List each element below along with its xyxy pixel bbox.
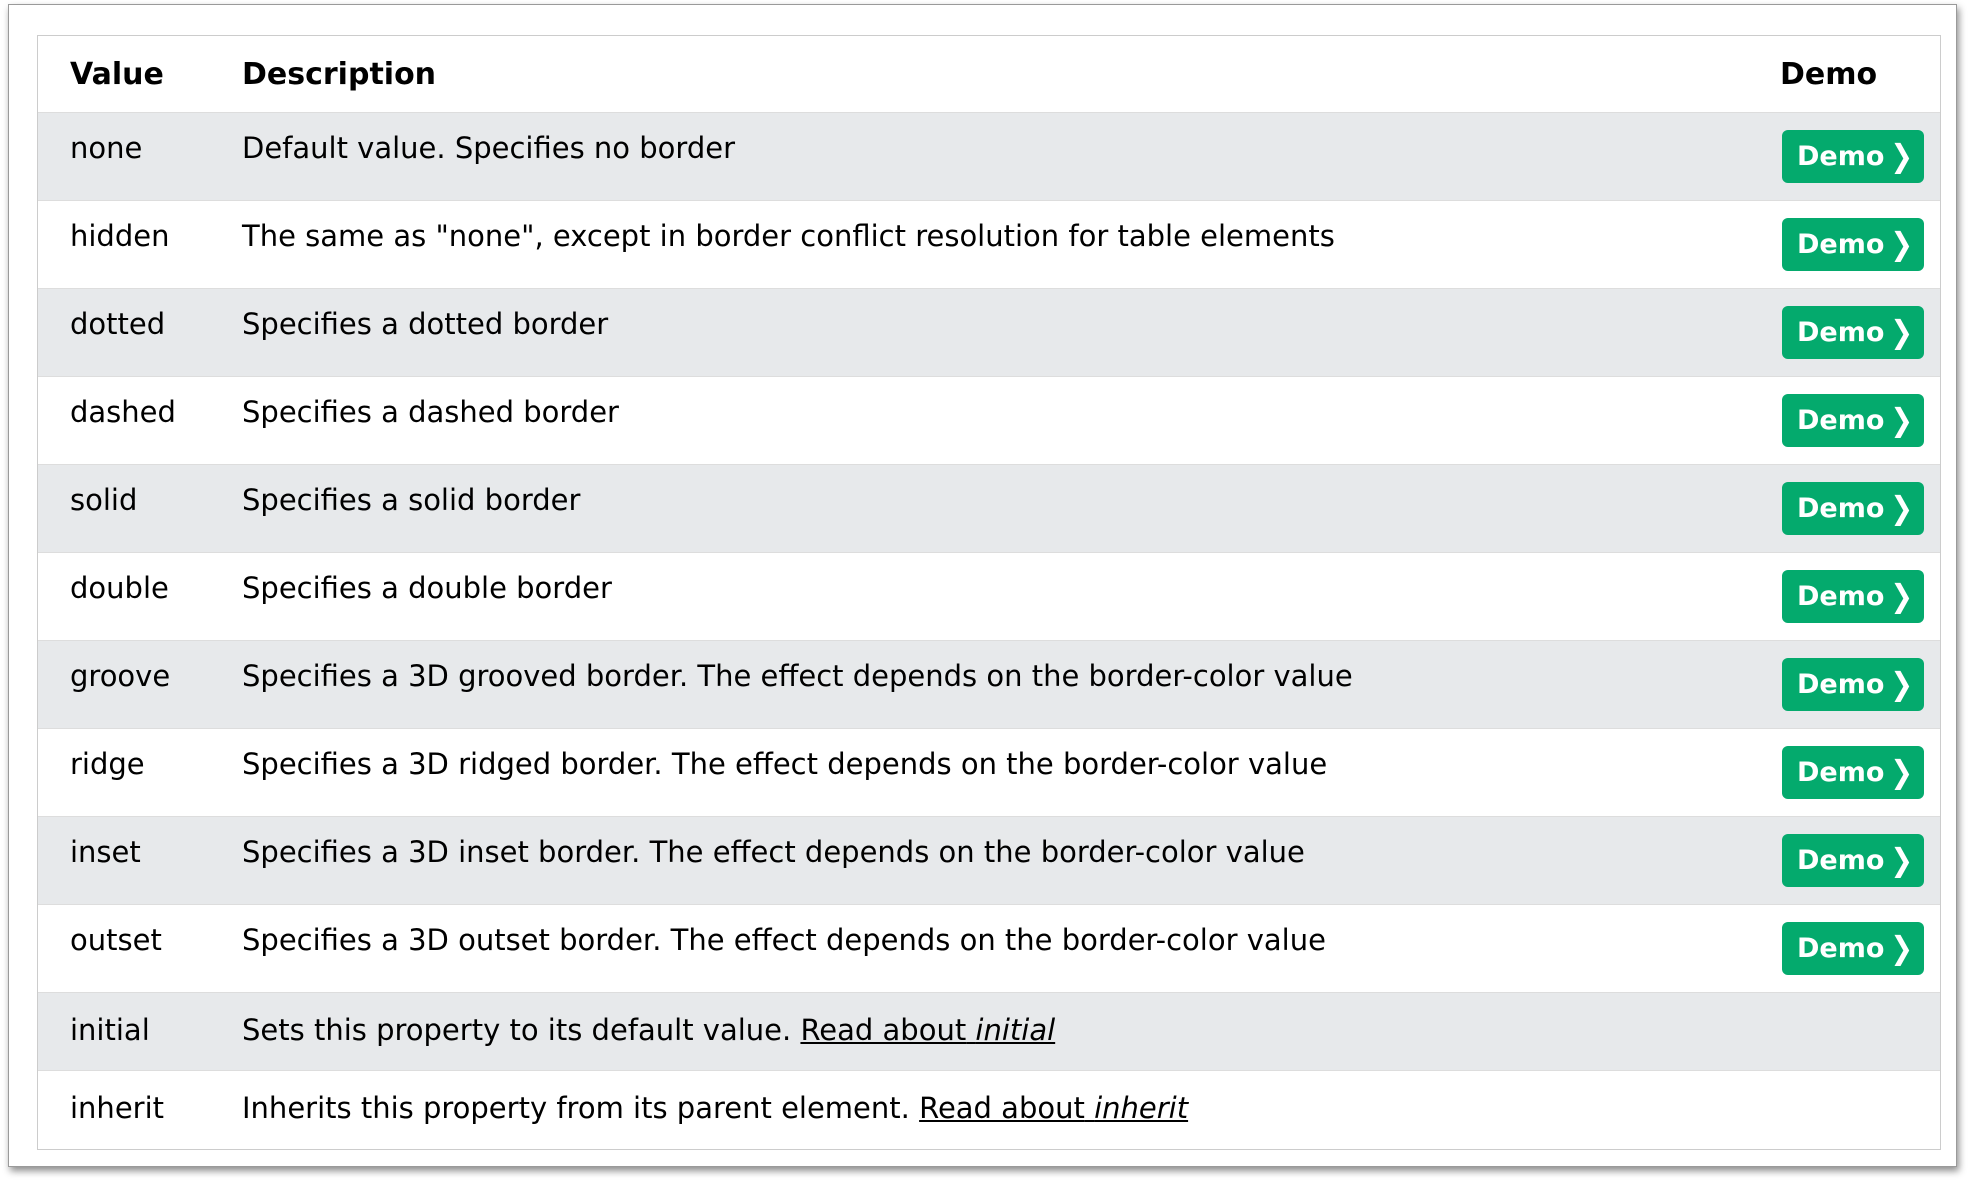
description-cell: Specifies a 3D ridged border. The effect depends on the border-color value [210, 729, 1740, 817]
demo-cell-empty [1740, 1071, 1940, 1149]
demo-button-label: Demo [1796, 493, 1885, 524]
value-cell: hidden [38, 201, 210, 289]
description-cell [210, 993, 1740, 1071]
demo-button[interactable] [1782, 306, 1924, 359]
demo-cell [1740, 817, 1940, 905]
table-row [38, 465, 1940, 553]
demo-cell [1740, 729, 1940, 817]
chevron-right-icon: ❯ [1890, 578, 1914, 615]
table-row [38, 817, 1940, 905]
chevron-right-icon: ❯ [1890, 490, 1914, 527]
description-cell: Specifies a 3D outset border. The effect depends on the border-color value [210, 905, 1740, 993]
description-cell: The same as "none", except in border conflict resolution for table elements [210, 201, 1740, 289]
table-row [38, 993, 1940, 1071]
demo-button-label: Demo [1796, 317, 1885, 348]
table-row [38, 201, 1940, 289]
value-cell: inherit [70, 1091, 165, 1125]
demo-button[interactable] [1782, 482, 1924, 535]
value-cell: groove [38, 641, 210, 729]
description-cell: Specifies a dotted border [210, 289, 1740, 377]
value-cell: dashed [38, 377, 210, 465]
demo-cell [1740, 377, 1940, 465]
value-cell: dotted [38, 289, 210, 377]
value-cell: inset [38, 817, 210, 905]
demo-cell-empty [1740, 993, 1940, 1071]
chevron-right-icon: ❯ [1890, 930, 1914, 967]
table-row [38, 729, 1940, 817]
table-row [38, 289, 1940, 377]
chevron-right-icon: ❯ [1890, 138, 1914, 175]
demo-button[interactable] [1782, 570, 1924, 623]
table-row [38, 377, 1940, 465]
description-cell: Specifies a dashed border [210, 377, 1740, 465]
chevron-right-icon: ❯ [1890, 402, 1914, 439]
demo-button[interactable] [1782, 834, 1924, 887]
demo-button-label: Demo [1796, 141, 1885, 172]
demo-button-label: Demo [1796, 933, 1885, 964]
demo-button[interactable] [1782, 922, 1924, 975]
table-row [38, 905, 1940, 993]
demo-button[interactable] [1782, 746, 1924, 799]
table-row [38, 113, 1940, 201]
demo-cell [1740, 201, 1940, 289]
read-about-initial-link[interactable] [800, 1013, 1055, 1047]
demo-cell [1740, 905, 1940, 993]
demo-cell [1740, 113, 1940, 201]
description-cell: Default value. Specifies no border [210, 113, 1740, 201]
chevron-right-icon: ❯ [1890, 314, 1914, 351]
link-prefix: Read about [919, 1091, 1085, 1125]
border-style-values-table [37, 35, 1941, 1150]
chevron-right-icon: ❯ [1890, 226, 1914, 263]
value-cell: double [38, 553, 210, 641]
demo-cell [1740, 465, 1940, 553]
demo-button-label: Demo [1796, 757, 1885, 788]
link-prefix: Read about [800, 1013, 967, 1047]
screenshot-frame [8, 4, 1957, 1167]
description-text: Sets this property to its default value. [242, 1013, 792, 1047]
value-cell: initial [38, 993, 210, 1071]
description-cell: Specifies a 3D grooved border. The effect depends on the border-color value [210, 641, 1740, 729]
description-cell: Specifies a 3D inset border. The effect depends on the border-color value [210, 817, 1740, 905]
header-description: Description [210, 36, 1740, 113]
value-cell: outset [38, 905, 210, 993]
description-cell: Specifies a solid border [210, 465, 1740, 553]
table-header-row [38, 36, 1940, 113]
chevron-right-icon: ❯ [1890, 842, 1914, 879]
demo-button-label: Demo [1796, 405, 1885, 436]
table-row [38, 553, 1940, 641]
chevron-right-icon: ❯ [1890, 754, 1914, 791]
demo-button[interactable] [1782, 658, 1924, 711]
demo-cell [1740, 641, 1940, 729]
table-row [38, 641, 1940, 729]
demo-button[interactable] [1782, 130, 1924, 183]
demo-button[interactable] [1782, 394, 1924, 447]
demo-button-label: Demo [1796, 845, 1885, 876]
header-value: Value [38, 36, 210, 113]
table-row [38, 1071, 1940, 1149]
description-cell [210, 1071, 1740, 1149]
link-term: initial [975, 1013, 1056, 1047]
chevron-right-icon: ❯ [1890, 666, 1914, 703]
value-cell: ridge [38, 729, 210, 817]
link-term: inherit [1094, 1091, 1189, 1125]
description-text: Inherits this property from its parent element. [242, 1091, 910, 1125]
demo-cell [1740, 289, 1940, 377]
demo-button-label: Demo [1796, 229, 1885, 260]
demo-button-label: Demo [1796, 669, 1885, 700]
demo-cell [1740, 553, 1940, 641]
value-cell: none [38, 113, 210, 201]
read-about-inherit-link[interactable] [919, 1091, 1188, 1125]
header-demo: Demo [1740, 36, 1940, 113]
values-table [38, 36, 1940, 1149]
demo-button[interactable] [1782, 218, 1924, 271]
value-cell: solid [38, 465, 210, 553]
description-cell: Specifies a double border [210, 553, 1740, 641]
demo-button-label: Demo [1796, 581, 1885, 612]
